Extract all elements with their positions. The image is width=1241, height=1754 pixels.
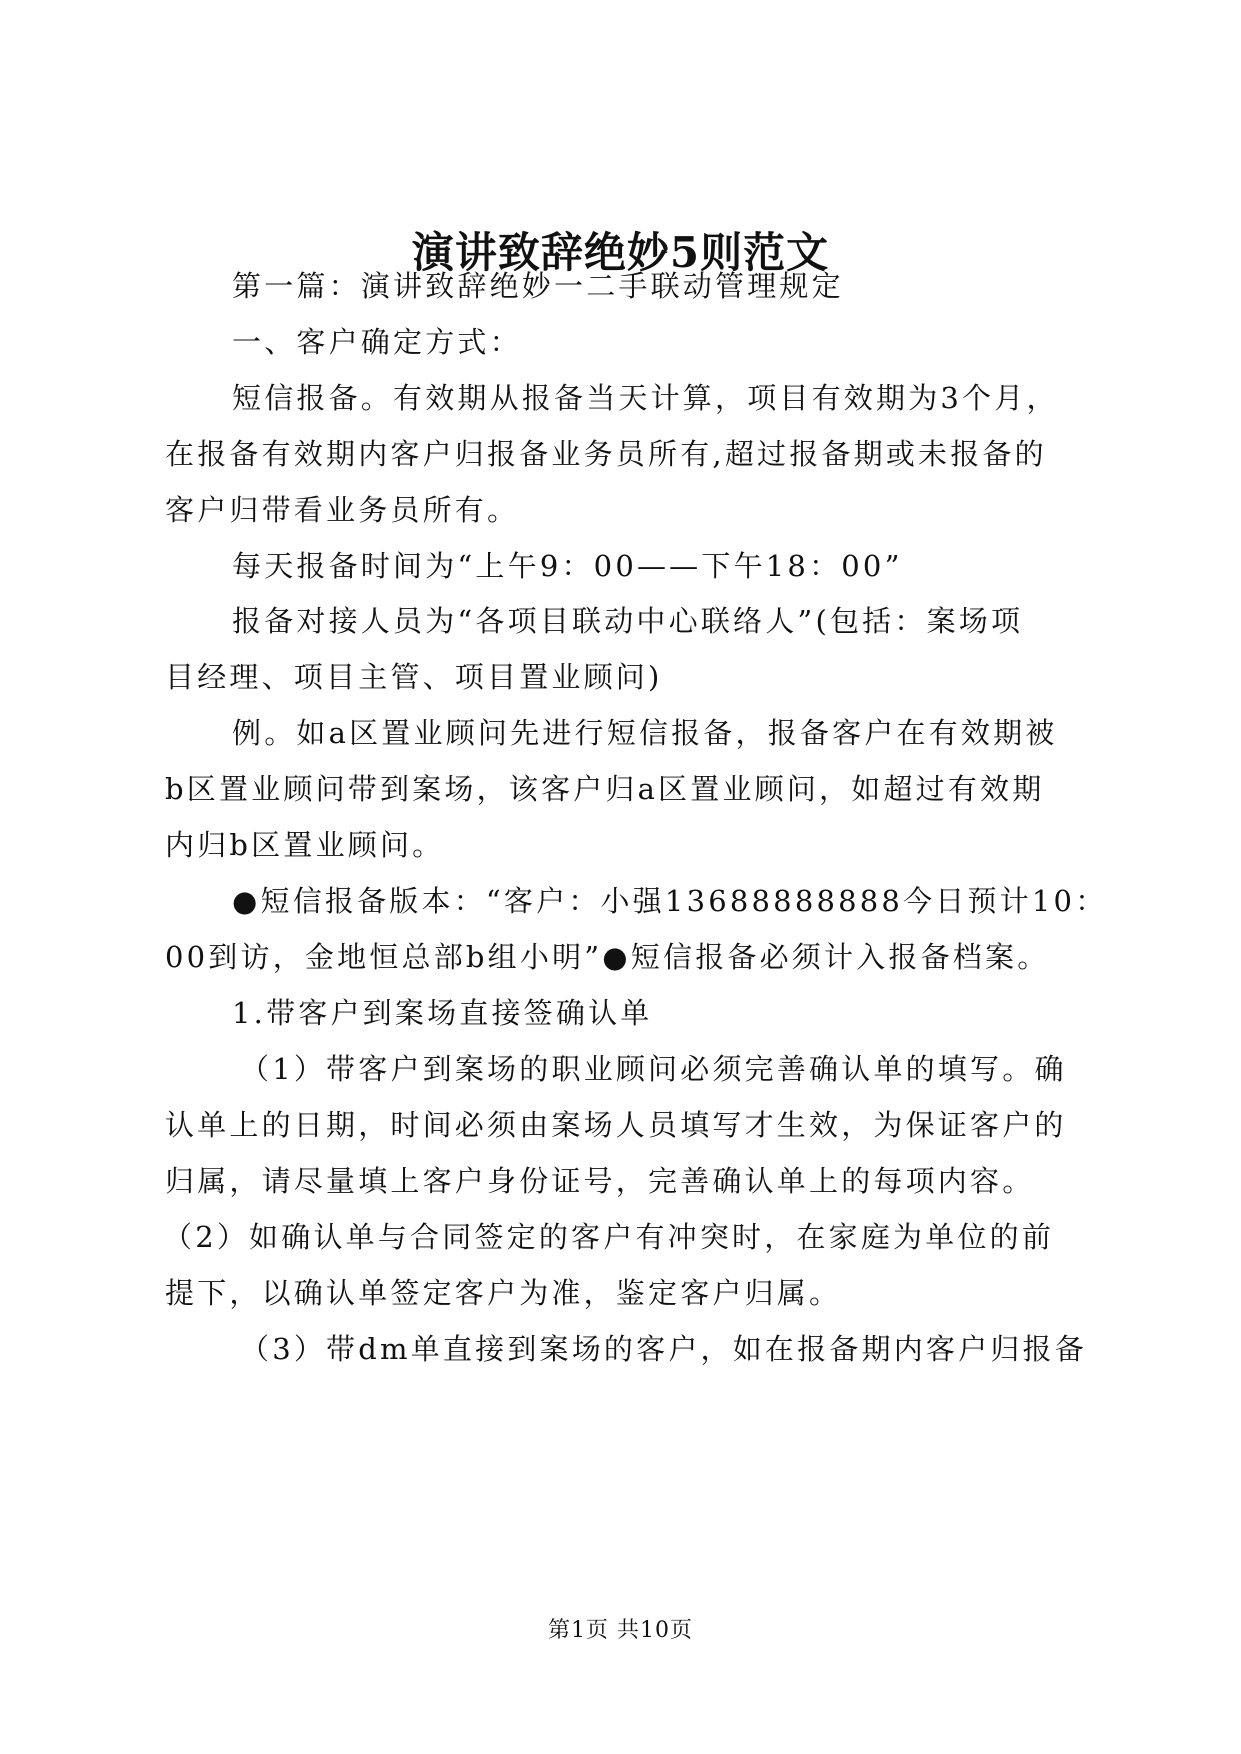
paragraph-line: 例。如a区置业顾问先进行短信报备，报备客户在有效期被 [232, 716, 1058, 750]
list-item-heading: 1.带客户到案场直接签确认单 [232, 996, 653, 1030]
paragraph-line: 客户归带看业务员所有。 [165, 493, 520, 527]
section-heading: 第一篇：演讲致辞绝妙一二手联动管理规定 [232, 269, 844, 303]
paragraph-line: 认单上的日期，时间必须由案场人员填写才生效，为保证客户的 [165, 1108, 1067, 1142]
paragraph-line: （3）带dm单直接到案场的客户，如在报备期内客户归报备 [240, 1332, 1087, 1366]
paragraph-line: 在报备有效期内客户归报备业务员所有,超过报备期或未报备的 [165, 437, 1047, 471]
paragraph-line: 提下，以确认单签定客户为准，鉴定客户归属。 [165, 1276, 842, 1310]
paragraph-line: 内归b区置业顾问。 [165, 828, 445, 862]
paragraph-line: 每天报备时间为“上午9：00——下午18：00” [232, 549, 903, 583]
subsection-heading: 一、客户确定方式： [232, 325, 522, 359]
paragraph-line: 目经理、项目主管、项目置业顾问) [165, 660, 663, 694]
paragraph-line: 00到访，金地恒总部b组小明”●短信报备必须计入报备档案。 [165, 940, 1050, 974]
paragraph-line: b区置业顾问带到案场，该客户归a区置业顾问，如超过有效期 [165, 772, 1045, 806]
paragraph-line: 短信报备。有效期从报备当天计算，项目有效期为3个月， [232, 381, 1059, 415]
paragraph-line: 报备对接人员为“各项目联动中心联络人”(包括：案场项 [232, 604, 1024, 638]
paragraph-line: （1）带客户到案场的职业顾问必须完善确认单的填写。确 [240, 1052, 1067, 1086]
paragraph-line: （2）如确认单与合同签定的客户有冲突时，在家庭为单位的前 [163, 1220, 1055, 1254]
paragraph-line: 归属，请尽量填上客户身份证号，完善确认单上的每项内容。 [165, 1164, 1035, 1198]
document-title: 演讲致辞绝妙5则范文 [411, 228, 830, 277]
page-footer: 第1页 共10页 [548, 1618, 693, 1643]
paragraph-line: ●短信报备版本：“客户：小强13688888888今日预计10： [232, 884, 1108, 918]
